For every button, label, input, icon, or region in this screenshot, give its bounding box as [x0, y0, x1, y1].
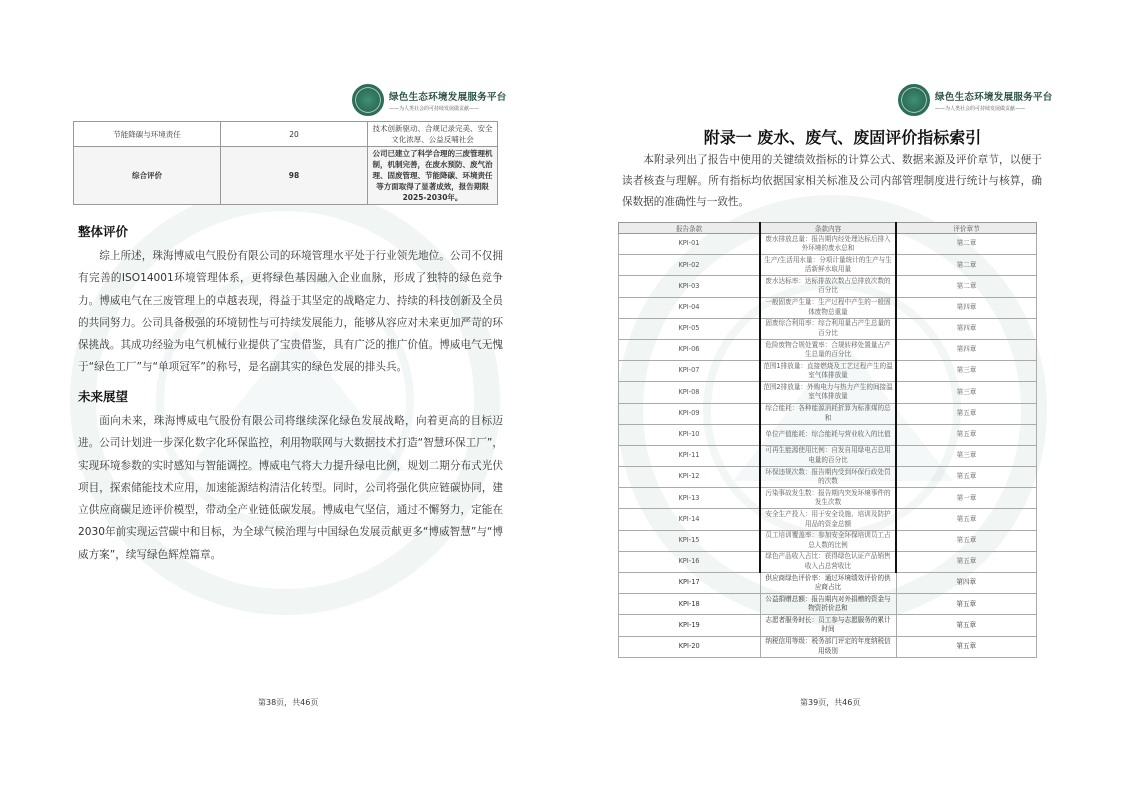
section-title-overall: 整体评价: [78, 224, 129, 239]
table-row: [619, 255, 1037, 276]
score-value: 98: [221, 147, 368, 205]
score-comment: 公司已建立了科学合理的三废管理机制，机制完善，在废水预防、废气治理、固废管理、节能降碳、环境责任等方面取得了显著成效，报告期限2025-2030年。: [368, 147, 498, 205]
appendix-intro: 本附录列出了报告中使用的关键绩效指标的计算公式、数据来源及评价章节，以便于读者核查与理解。所有指标均依据国家相关标准及公司内部管理制度进行统计与核算，确保数据的准确性与一致性。: [622, 154, 1042, 208]
kpi-content: 综合能耗：各种能源消耗折算为标准煤的总和: [760, 403, 896, 424]
kpi-chapter: 第四章: [896, 297, 1037, 318]
page-number: 第39页，共46页: [800, 698, 861, 707]
kpi-code: KPI-18: [619, 594, 761, 615]
kpi-index-table: [618, 222, 1037, 658]
kpi-chapter: 第五章: [896, 551, 1037, 572]
kpi-code: KPI-07: [619, 361, 761, 382]
kpi-code: KPI-12: [619, 467, 761, 488]
kpi-content: 安全生产投入：用于安全设施、培训及防护用品的资金总额: [760, 509, 896, 530]
kpi-content: 可再生能源使用比例：自发自用绿电占总用电量的百分比: [760, 445, 896, 466]
kpi-code: KPI-17: [619, 573, 761, 594]
kpi-chapter: 第五章: [896, 467, 1037, 488]
table-row: [619, 424, 1037, 445]
kpi-chapter: 第五章: [896, 615, 1037, 636]
kpi-chapter: 第四章: [896, 573, 1037, 594]
brand-slogan: ——为人类社会的可持续发展做贡献——: [389, 105, 480, 112]
brand-name: 绿色生态环境发展服务平台: [389, 91, 507, 103]
kpi-chapter: 第一章: [896, 488, 1037, 509]
score-item: 节能降碳与环境责任: [74, 122, 221, 147]
kpi-chapter: 第五章: [896, 403, 1037, 424]
brand-header: [898, 84, 1053, 116]
table-row: [619, 339, 1037, 360]
kpi-code: KPI-08: [619, 382, 761, 403]
kpi-code: KPI-10: [619, 424, 761, 445]
kpi-chapter: 第二章: [896, 255, 1037, 276]
table-row: [619, 403, 1037, 424]
table-header-row: [619, 223, 1037, 234]
kpi-chapter: 第五章: [896, 509, 1037, 530]
score-item: 综合评价: [74, 147, 221, 205]
kpi-code: KPI-11: [619, 445, 761, 466]
kpi-content: 范围2排放量：外购电力与热力产生的间接温室气体排放量: [760, 382, 896, 403]
column-header: 评价章节: [896, 223, 1037, 234]
kpi-code: KPI-06: [619, 339, 761, 360]
kpi-chapter: 第四章: [896, 339, 1037, 360]
kpi-code: KPI-02: [619, 255, 761, 276]
kpi-code: KPI-16: [619, 551, 761, 572]
table-row: [619, 530, 1037, 551]
kpi-chapter: 第四章: [896, 318, 1037, 339]
brand-logo-icon: [352, 84, 384, 116]
page-number: 第38页，共46页: [258, 698, 319, 707]
kpi-code: KPI-04: [619, 297, 761, 318]
kpi-content: 单位产值能耗：综合能耗与营业收入的比值: [760, 424, 896, 445]
table-row: [74, 122, 498, 147]
table-row: [619, 615, 1037, 636]
brand-slogan: ——为人类社会的可持续发展做贡献——: [935, 105, 1026, 112]
kpi-code: KPI-09: [619, 403, 761, 424]
table-row: [619, 297, 1037, 318]
section-text-outlook: 面向未来，珠海博威电气股份有限公司将继续深化绿色发展战略，向着更高的目标迈进。公司计划进一步深化数字化环保监控，利用物联网与大数据技术打造“智慧环保工厂”，实现环境参数的实时感知与智能调控。博威电气将大力提升绿电比例，规划二期分布式光伏项目，探索储能技术应用，加速能源结构清洁化转型。同时，公司将强化供应链碳协同，建立供应商碳足迹评价模型，带动全产业链低碳发展。博威电气坚信，通过不懈努力，定能在2030年前实现运营碳中和目标，为全球气候治理与中国绿色发展贡献更多“博威智慧”与“博威方案”，续写绿色辉煌篇章。: [78, 415, 503, 561]
kpi-content: 纳税信用等级：税务部门评定的年度纳税信用级别: [760, 636, 896, 657]
kpi-content: 一般固废产生量：生产过程中产生的一般固体废物总重量: [760, 297, 896, 318]
kpi-content: 公益捐赠总额：报告期内对外捐赠的资金与物资折价总和: [760, 594, 896, 615]
kpi-code: KPI-03: [619, 276, 761, 297]
kpi-content: 生产/生活用水量：分项计量统计的生产与生活新鲜水取用量: [760, 255, 896, 276]
kpi-chapter: 第三章: [896, 445, 1037, 466]
kpi-chapter: 第五章: [896, 530, 1037, 551]
kpi-content: 供应商绿色评价率：通过环境绩效评价的供应商占比: [760, 573, 896, 594]
table-row: [619, 382, 1037, 403]
kpi-code: KPI-19: [619, 615, 761, 636]
kpi-chapter: 第二章: [896, 276, 1037, 297]
brand-name: 绿色生态环境发展服务平台: [935, 91, 1053, 103]
kpi-code: KPI-13: [619, 488, 761, 509]
kpi-content: 固废综合利用率：综合利用量占产生总量的百分比: [760, 318, 896, 339]
column-header: 报告条款: [619, 223, 761, 234]
table-row: [619, 234, 1037, 255]
table-row: [619, 467, 1037, 488]
appendix-title: 附录一 废水、废气、废固评价指标索引: [703, 128, 982, 147]
kpi-code: KPI-20: [619, 636, 761, 657]
table-row: [619, 318, 1037, 339]
kpi-chapter: 第五章: [896, 424, 1037, 445]
kpi-chapter: 第五章: [896, 636, 1037, 657]
kpi-content: 员工培训覆盖率：参加安全环保培训员工占总人数的比例: [760, 530, 896, 551]
kpi-chapter: 第三章: [896, 361, 1037, 382]
kpi-chapter: 第三章: [896, 382, 1037, 403]
page-39: [562, 0, 1123, 794]
kpi-content: 绿色产品收入占比：获得绿色认证产品销售收入占总营收比: [760, 551, 896, 572]
kpi-code: KPI-01: [619, 234, 761, 255]
kpi-content: 废水达标率：达标排放次数占总排放次数的百分比: [760, 276, 896, 297]
kpi-content: 环保违规次数：报告期内受到环保行政处罚的次数: [760, 467, 896, 488]
page-38: [0, 0, 561, 794]
table-row: [619, 573, 1037, 594]
kpi-content: 污染事故发生数：报告期内突发环境事件的发生次数: [760, 488, 896, 509]
section-title-outlook: 未来展望: [78, 389, 129, 404]
score-value: 20: [221, 122, 368, 147]
score-comment: 技术创新驱动、合规记录完美、安全文化浓厚、公益反哺社会: [368, 122, 498, 147]
section-text-overall: 综上所述，珠海博威电气股份有限公司的环境管理水平处于行业领先地位。公司不仅拥有完善的ISO14001环境管理体系，更将绿色基因融入企业血脉，形成了独特的绿色竞争力。博威电气在三废管理上的卓越表现，得益于其坚定的战略定力、持续的科技创新及全员的共同努力。公司具备极强的环境韧性与可持续发展能力，能够从容应对未来更加严苛的环保挑战。其成功经验为电气机械行业提供了宝贵借鉴，具有广泛的推广价值。博威电气无愧于“绿色工厂”与“单项冠军”的称号，是名副其实的绿色发展的排头兵。: [78, 250, 503, 374]
table-row: [619, 488, 1037, 509]
kpi-code: KPI-15: [619, 530, 761, 551]
score-table: [73, 121, 498, 205]
kpi-content: 危险废物合规处置率：合规转移处置量占产生总量的百分比: [760, 339, 896, 360]
kpi-code: KPI-14: [619, 509, 761, 530]
kpi-content: 志愿者服务时长：员工参与志愿服务的累计时间: [760, 615, 896, 636]
table-row: [619, 445, 1037, 466]
table-row: [619, 594, 1037, 615]
kpi-chapter: 第五章: [896, 594, 1037, 615]
table-row: [619, 361, 1037, 382]
table-row: [619, 636, 1037, 657]
table-row: [619, 551, 1037, 572]
column-header: 条款内容: [760, 223, 896, 234]
brand-header: [352, 84, 507, 116]
table-row: [619, 276, 1037, 297]
table-row: [619, 509, 1037, 530]
brand-logo-icon: [898, 84, 930, 116]
kpi-content: 废水排放总量：报告期内经处理达标后排入外环境的废水总和: [760, 234, 896, 255]
kpi-chapter: 第二章: [896, 234, 1037, 255]
kpi-code: KPI-05: [619, 318, 761, 339]
table-row: [74, 147, 498, 205]
kpi-content: 范围1排放量：直接燃烧及工艺过程产生的温室气体排放量: [760, 361, 896, 382]
